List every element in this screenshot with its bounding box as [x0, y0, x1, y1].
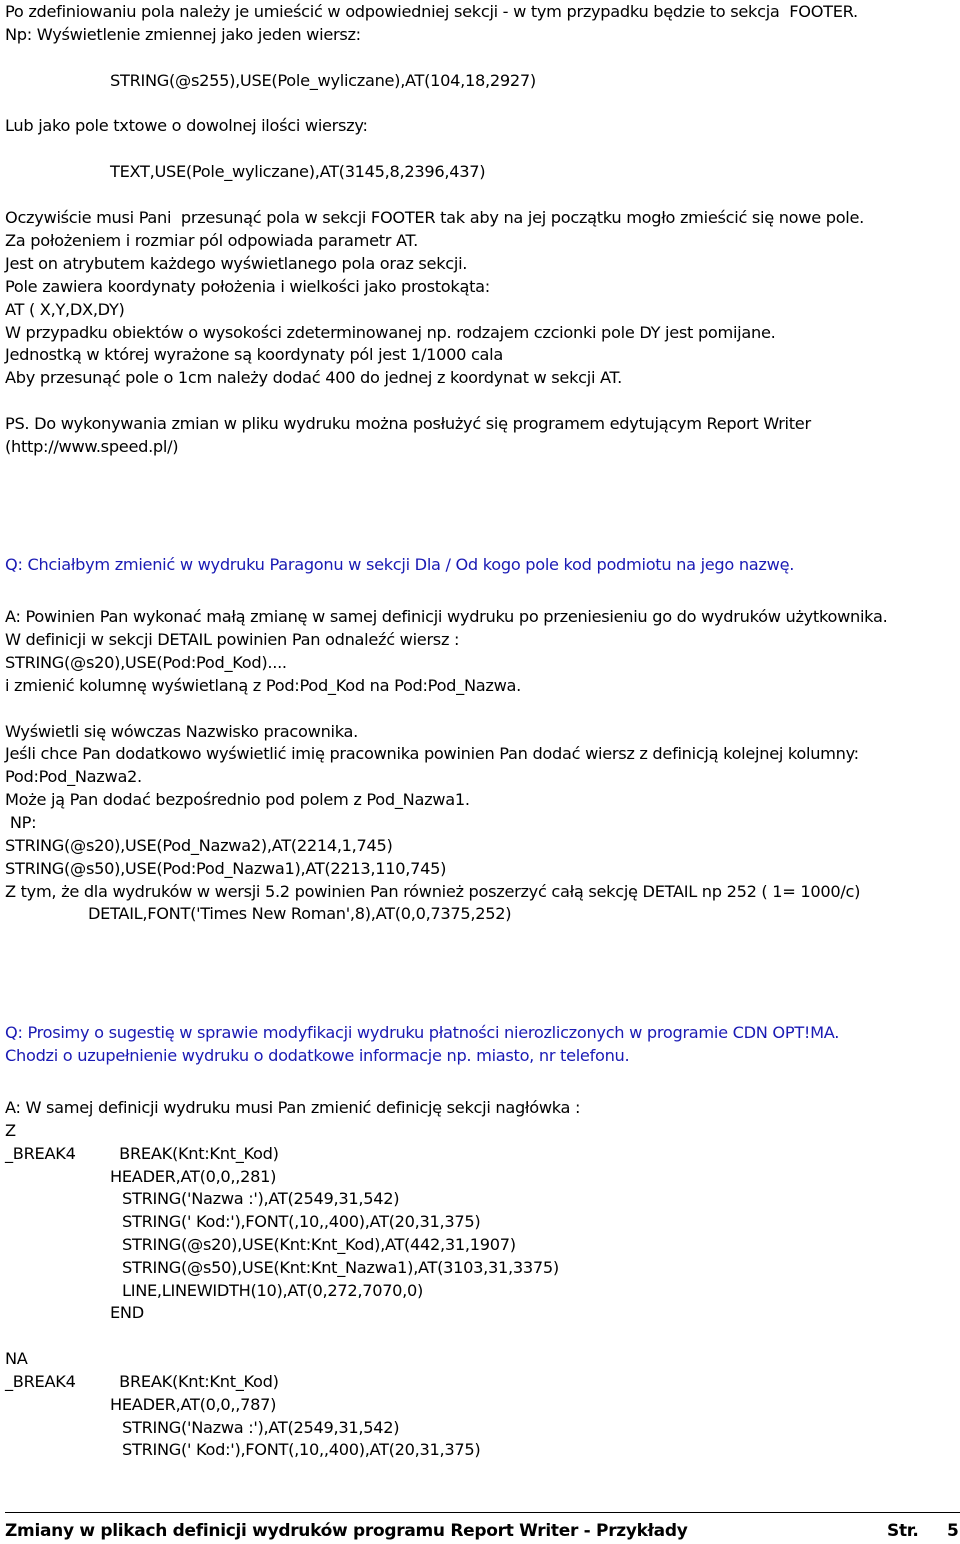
code-line: STRING(' Kod:'),FONT(,10,,400),AT(20,31,375): [122, 1440, 481, 1459]
code-line: STRING(@s20),USE(Knt:Knt_Kod),AT(442,31,1907): [122, 1235, 516, 1254]
text-line: AT ( X,Y,DX,DY): [5, 300, 125, 319]
code-line: HEADER,AT(0,0,,787): [110, 1395, 277, 1414]
text-line: Jest on atrybutem każdego wyświetlanego pola oraz sekcji.: [5, 254, 468, 273]
text-line: Aby przesunąć pole o 1cm należy dodać 400 do jednej z koordynat w sekcji AT.: [5, 368, 623, 387]
code-line: _BREAK4 BREAK(Knt:Knt_Kod): [5, 1372, 279, 1391]
text-line: Jednostką w której wyrażone są koordynaty pól jest 1/1000 cala: [5, 345, 503, 364]
text-line: Jeśli chce Pan dodatkowo wyświetlić imię pracownika powinien Pan dodać wiersz z definicją kolejnej kolumny:: [5, 744, 859, 763]
text-line: Z tym, że dla wydruków w wersji 5.2 powinien Pan również poszerzyć całą sekcję DETAIL np 252 ( 1= 1000/c): [5, 882, 861, 901]
code-line: END: [110, 1303, 144, 1322]
code-line: STRING(' Kod:'),FONT(,10,,400),AT(20,31,375): [122, 1212, 481, 1231]
footer-divider: [5, 1512, 960, 1513]
text-line: (http://www.speed.pl/): [5, 437, 179, 456]
code-line: STRING(@s255),USE(Pole_wyliczane),AT(104,18,2927): [110, 71, 536, 90]
page-number: 5: [947, 1521, 959, 1541]
answer-line: A: W samej definicji wydruku musi Pan zmienić definicję sekcji nagłówka :: [5, 1098, 581, 1117]
text-line: Pod:Pod_Nazwa2.: [5, 767, 142, 786]
code-line: STRING('Nazwa :'),AT(2549,31,542): [122, 1189, 400, 1208]
text-line: W definicji w sekcji DETAIL powinien Pan odnaleźć wiersz :: [5, 630, 460, 649]
code-line: STRING(@s20),USE(Pod_Nazwa2),AT(2214,1,745): [5, 836, 393, 855]
code-line: DETAIL,FONT('Times New Roman',8),AT(0,0,7375,252): [88, 904, 512, 923]
text-line: PS. Do wykonywania zmian w pliku wydruku można posłużyć się programem edytującym Report Writer: [5, 414, 811, 433]
page-label: Str.: [887, 1521, 919, 1541]
text-line: i zmienić kolumnę wyświetlaną z Pod:Pod_Kod na Pod:Pod_Nazwa.: [5, 676, 521, 695]
text-line: NA: [5, 1349, 28, 1368]
question-line: Q: Chciałbym zmienić w wydruku Paragonu w sekcji Dla / Od kogo pole kod podmiotu na jego nazwę.: [5, 555, 795, 574]
code-line: STRING('Nazwa :'),AT(2549,31,542): [122, 1418, 400, 1437]
text-line: Lub jako pole txtowe o dowolnej ilości wierszy:: [5, 116, 368, 135]
text-line: Za położeniem i rozmiar pól odpowiada parametr AT.: [5, 231, 419, 250]
answer-line: A: Powinien Pan wykonać małą zmianę w samej definicji wydruku po przeniesieniu go do wydruków użytkownika.: [5, 607, 888, 626]
code-line: STRING(@s50),USE(Knt:Knt_Nazwa1),AT(3103,31,3375): [122, 1258, 559, 1277]
text-line: Oczywiście musi Pani przesunąć pola w sekcji FOOTER tak aby na jej początku mogło zmieścić się nowe pole.: [5, 208, 865, 227]
text-line: Pole zawiera koordynaty położenia i wielkości jako prostokąta:: [5, 277, 490, 296]
text-line: Po zdefiniowaniu pola należy je umieścić w odpowiedniej sekcji - w tym przypadku będzie to sekcja FOOTER.: [5, 2, 858, 21]
question-line: Chodzi o uzupełnienie wydruku o dodatkowe informacje np. miasto, nr telefonu.: [5, 1046, 630, 1065]
text-line: W przypadku obiektów o wysokości zdeterminowanej np. rodzajem czcionki pole DY jest pomijane.: [5, 323, 776, 342]
footer-title: Zmiany w plikach definicji wydruków programu Report Writer - Przykłady: [5, 1521, 688, 1541]
text-line: Może ją Pan dodać bezpośrednio pod polem z Pod_Nazwa1.: [5, 790, 470, 809]
code-line: LINE,LINEWIDTH(10),AT(0,272,7070,0): [122, 1281, 424, 1300]
code-line: HEADER,AT(0,0,,281): [110, 1167, 277, 1186]
code-line: _BREAK4 BREAK(Knt:Knt_Kod): [5, 1144, 279, 1163]
text-line: Np: Wyświetlenie zmiennej jako jeden wiersz:: [5, 25, 361, 44]
code-line: TEXT,USE(Pole_wyliczane),AT(3145,8,2396,437): [110, 162, 486, 181]
code-line: STRING(@s20),USE(Pod:Pod_Kod)....: [5, 653, 287, 672]
text-line: Wyświetli się wówczas Nazwisko pracownika.: [5, 722, 358, 741]
code-line: STRING(@s50),USE(Pod:Pod_Nazwa1),AT(2213,110,745): [5, 859, 447, 878]
text-line: Z: [5, 1121, 16, 1140]
text-line: NP:: [5, 813, 37, 832]
question-line: Q: Prosimy o sugestię w sprawie modyfikacji wydruku płatności nierozliczonych w programie CDN OPT!MA.: [5, 1023, 840, 1042]
